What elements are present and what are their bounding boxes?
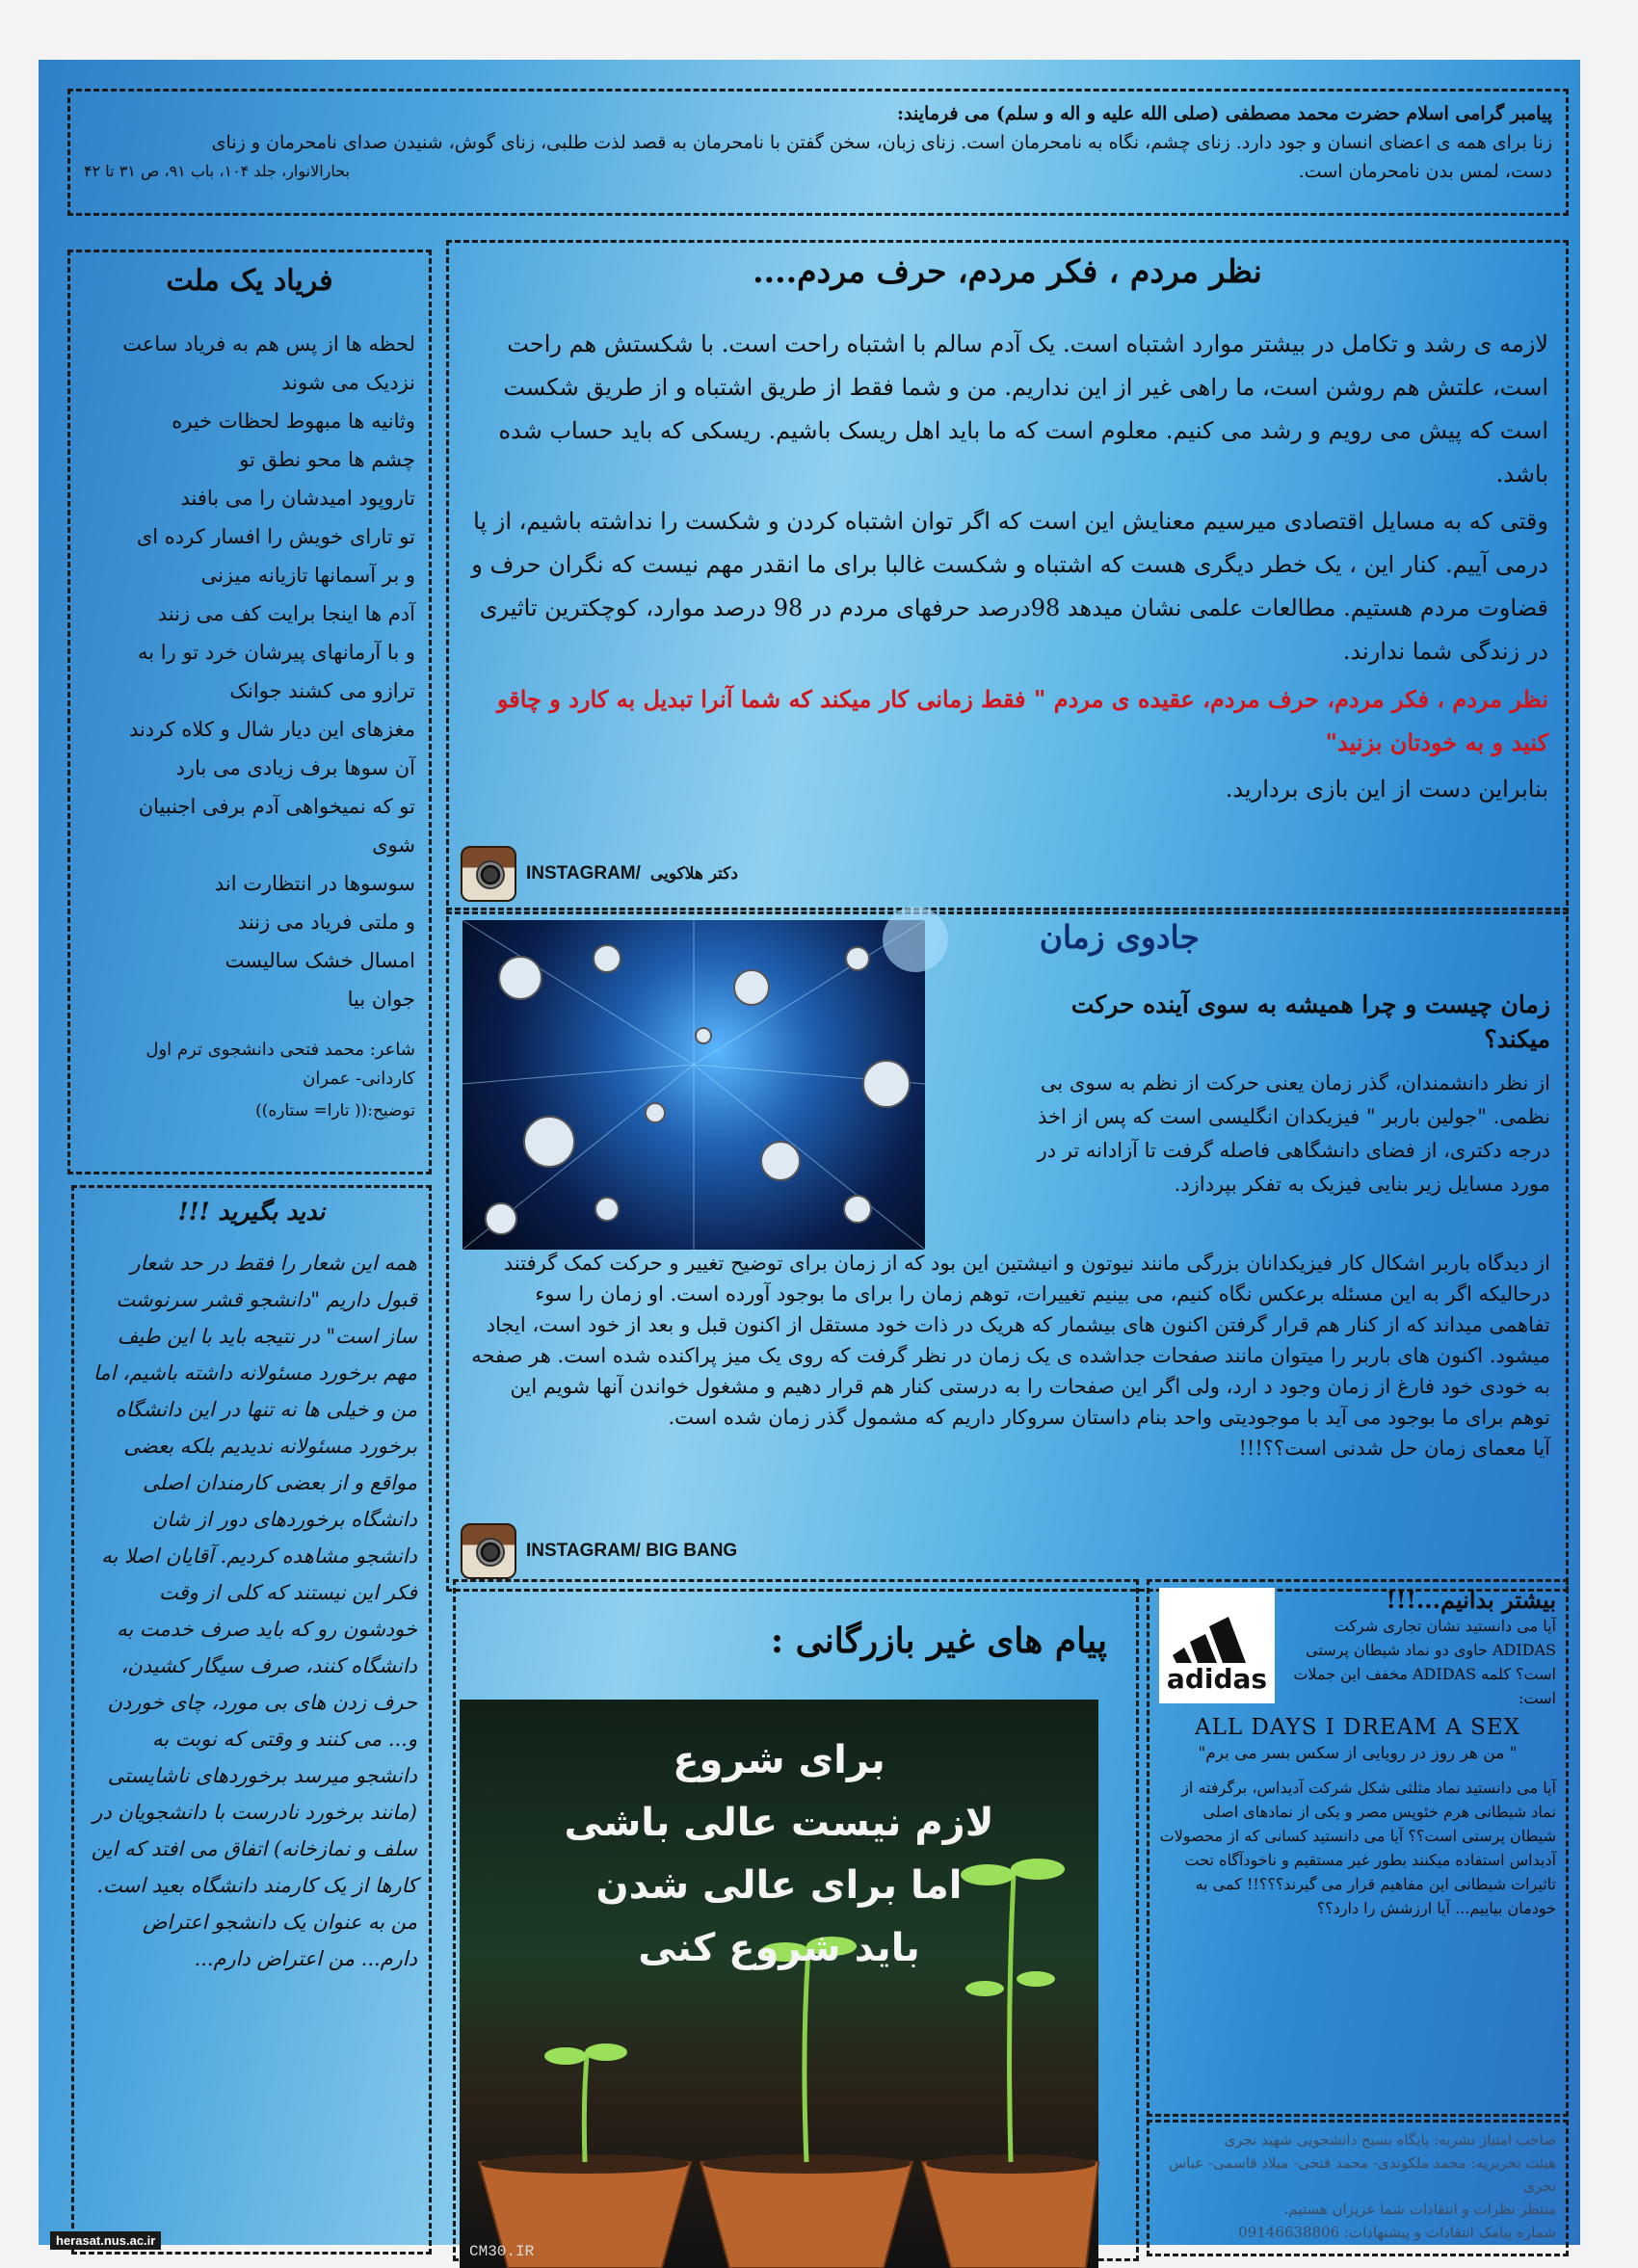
message-line-3: اما برای عالی شدن — [595, 1863, 963, 1908]
image-watermark: CM30.IR — [469, 2243, 535, 2260]
opinion-paragraph-1: لازمه ی رشد و تکامل در بیشتر موارد اشتباه است. یک آدم سالم با اشتباه راحت است. با شکستش هم راحت است، علتش هم روشن است، ما راهی غیر از این نداریم. من و شما فقط از طریق اشتباه و از طریق شکست است که پیش می رویم و رشد می کنیم. معلوم است که ما باید اهل ریسک باشیم. ریسکی که باید حساب شده باشد. — [498, 330, 1548, 488]
credits-line: منتظر نظرات و انتقادات شما عزیزان هستیم. — [1283, 2201, 1556, 2218]
adidas-acronym: ALL DAYS I DREAM A SEX — [1194, 1715, 1521, 1740]
opinion-highlight: نظر مردم ، فکر مردم، حرف مردم، عقیده ی مردم " فقط زمانی کار میکند که شما آنرا تبدیل به کارد و چاقو کنید و به خودتان بزنید" — [496, 685, 1548, 756]
time-ending: آیا معمای زمان حل شدنی است؟؟!!! — [1238, 1437, 1550, 1460]
poem-line: مغزهای این دیار شال و کلاه کردند — [128, 718, 415, 741]
poem-note: توضیح:(( تارا= ستاره)) — [255, 1101, 415, 1121]
poem-line: سوسوها در انتظارت اند — [214, 872, 415, 895]
hadith-box — [67, 89, 1569, 216]
poem-line: شوی — [372, 833, 415, 857]
poem-title: فریاد یک ملت — [166, 264, 333, 298]
clocks-illustration — [462, 920, 925, 1250]
did-you-know-p2: آیا می دانستید نماد مثلثی شکل شرکت آدیداس، برگرفته از نماد شیطانی هرم خئوپس مصر و یکی از نمادهای اصلی شیطان پرستی است؟؟ آیا می دانستید کسانی که از محصولات آدیداس استفاده میکنند بطور غیر مستقیم و ناخودآگاه تحت تاثیرات شیطانی این مفاهیم قرار می گیرند؟؟؟!! کمی به خودمان بیاییم... آیا ارزشش را دارد؟؟ — [1159, 1779, 1556, 1917]
poem-box — [67, 250, 432, 1174]
poem-line: چشم ها محو نطق تو — [239, 448, 415, 471]
poem-line: تو که نمیخواهی آدم برفی اجنبیان — [138, 795, 415, 818]
messages-title: پیام های غیر بازرگانی : — [770, 1621, 1107, 1661]
time-body — [471, 1248, 1550, 1464]
time-body-text: از دیدگاه باربر اشکال کار فیزیکدانان بزرگی مانند نیوتون و انیشتین این بود که از زمان برای توضیح تغییر و حرکت کمک گرفتند درحالیکه اگر به این مسئله برعکس نگاه کنیم، می بینیم تغییرات، توهم زمان را برای ما بوجود آورده است. او زمان را سوء تفاهمی میداند که از کنار هم قرار گرفتن اکنون های بیشمار که هریک در ذات خود مستقل از اکنون قبل و بعد از خود است، ایجاد میشود. اکنون های باربر را میتوان مانند صفحات جداشده ی یک زمان در نظر گرفت که روی یک میز پراکنده شده است. هر صفحه به خودی خود فارغ از زمان وجود د ارد، ولی اگر این صفحات را به درستی کنار هم قرار دهیم و مشغول خواندن آنها شویم این توهم برای ما بوجود می آید با موجودیتی واحد بنام داستان سروکار داریم که مشمول گذر زمان شده است. — [471, 1252, 1550, 1429]
poem-line: آن سوها برف زیادی می بارد — [175, 756, 415, 779]
poem-line: جوان بیا — [347, 988, 415, 1011]
time-title: جادوی زمان — [1039, 918, 1200, 956]
hadith-intro: پیامبر گرامی اسلام حضرت محمد مصطفی (صلی الله علیه و اله و سلم) می فرمایند: — [897, 103, 1552, 124]
time-intro: از نظر دانشمندان، گذر زمان یعنی حرکت از نظم به سوی بی نظمی. "جولین باربر " فیزیکدان انگلیسی است که پس از اخذ درجه دکتری، از فضای دانشگاهی فاصله گرفت تا آزادانه تر در مورد مسایل زیر بنایی فیزیک به تفکر بپردازد. — [1037, 1071, 1550, 1196]
svg-text:adidas: adidas — [1166, 1663, 1268, 1695]
instagram-handle: INSTAGRAM/ BIG BANG — [526, 1541, 738, 1561]
acronym-translation: " من هر روز در رویایی از سکس بسر می برم" — [1198, 1744, 1518, 1763]
poem-line: آدم ها اینجا برایت کف می زنند — [157, 602, 415, 625]
instagram-handle: INSTAGRAM/ — [526, 863, 641, 883]
poem-line: و بر آسمانها تازیانه میزنی — [200, 564, 415, 587]
credits-box — [1147, 2120, 1569, 2256]
did-you-know-p1: آیا می دانستید نشان تجاری شرکت ADIDAS حاوی دو نماد شیطان پرستی است؟ کلمه ADIDAS مخفف این جملات است: — [1293, 1617, 1556, 1707]
site-watermark: herasat.nus.ac.ir — [50, 2231, 161, 2250]
clocks-space-image — [462, 920, 925, 1250]
message-line-4: باید شروع کنی — [638, 1926, 920, 1970]
opinion-title: نظر مردم ، فکر مردم، حرف مردم.... — [753, 252, 1262, 290]
seedlings-illustration — [460, 1700, 1098, 2268]
poem-line: لحظه ها از پس هم به فریاد ساعت — [122, 332, 415, 356]
poem-line: تاروپود امیدشان را می بافند — [180, 487, 415, 510]
opinion-paragraph-2: وقتی که به مسایل اقتصادی میرسیم معنایش این است که اگر توان اشتباه کردن و شکست را نداشته باشیم، از پا درمی آییم. کنار این ، یک خطر دیگری هست که اشتباه و شکست غالبا برای ما انقدر مهم نیست که نگران حرف و قضاوت مردم هستیم. مطالعات علمی نشان میدهد 98درصد حرفهای مردم در 98 درصد موارد، کوچکترین تاثیری در زندگی شما ندارند. — [471, 508, 1548, 665]
adidas-logo-graphic — [1159, 1588, 1275, 1703]
did-you-know-box — [1147, 1579, 1569, 2117]
poem-line: و با آرمانهای پیرشان خرد تو را به — [138, 641, 415, 664]
opinion-author: دکتر هلاکویی — [649, 864, 738, 883]
non-commercial-messages — [453, 1579, 1139, 2261]
time-article — [446, 908, 1569, 1592]
time-instagram-credit — [461, 1523, 737, 1579]
opinion-article — [446, 240, 1569, 914]
credits-line: شماره پیامک انتقادات و پیشنهادات: 09146638806 — [1238, 2224, 1556, 2241]
poem-line: و ملتی فریاد می زنند — [237, 910, 415, 934]
credits-line: هیئت تحریریه: محمد ملکوندی- محمد فتحی- میلاد قاسمی- عباس نجری — [1168, 2154, 1556, 2195]
hadith-text-end: دست، لمس بدن نامحرمان است. — [1298, 161, 1552, 182]
opinion-paragraph-3: بنابراین دست از این بازی بردارید. — [1225, 776, 1548, 803]
adidas-logo — [1159, 1588, 1275, 1703]
time-question: زمان چیست و چرا همیشه به سوی آینده حرکت میکند؟ — [1070, 990, 1550, 1053]
poem-lines — [84, 325, 415, 1018]
poem-line: ترازو می کشند جوانک — [229, 679, 415, 702]
message-line-1: برای شروع — [673, 1738, 885, 1782]
newsletter-page — [39, 60, 1580, 2260]
instagram-icon — [461, 1523, 516, 1579]
credits-line: صاحب امتیاز نشریه: پایگاه بسیج دانشجویی شهید نجری — [1224, 2131, 1556, 2149]
message-line-2: لازم نیست عالی باشی — [564, 1801, 994, 1845]
poem-line: امسال خشک سالیست — [225, 949, 415, 972]
poem-line: نزدیک می شوند — [281, 371, 415, 394]
ignore-it-text: همه این شعار را فقط در حد شعار قبول داریم "دانشجو قشر سرنوشت ساز است" در نتیجه باید با این طیف مهم برخورد مسئولانه داشته باشیم، اما من و خیلی ها نه تنها در این دانشگاه برخورد مسئولانه ندیدیم بلکه بعضی مواقع و از بعضی کارمندان اصلی دانشگاه برخوردهای دور از شان دانشجو مشاهده کردیم. آقایان اصلا به فکر این نیستند که کلی از وقت خودشون رو که باید صرف خدمت به دانشگاه کنند، صرف سیگار کشیدن، حرف زدن های بی مورد، چای خوردن و... می کنند و وقتی که نوبت به دانشجو میرسد برخوردهای ناشایستی (مانند برخورد نادرست با دانشجویان در سلف و نمازخانه) اتفاق می افتد که این کارها از یک کارمند دانشگاه بعید است. من به عنوان یک دانشجو اعتراض دارم... من اعتراض دارم... — [91, 1252, 417, 1970]
poem-line: وثانیه ها مبهوط لحظات خیره — [172, 409, 415, 433]
did-you-know-title: بیشتر بدانیم...!!! — [1386, 1586, 1556, 1614]
hadith-text: زنا برای همه ی اعضای انسان و جود دارد. زنای چشم، نگاه به نامحرمان است. زنای زبان، سخن گفتن با نامحرمان به قصد لذت طلبی، زنای گوش، شنیدن صدای نامحرمان و زنای — [211, 132, 1552, 153]
instagram-icon — [461, 846, 516, 902]
seedlings-image — [460, 1700, 1098, 2268]
hadith-source: بحارالانوار، جلد ۱۰۴، باب ۹۱، ص ۳۱ تا ۴۲ — [84, 162, 351, 180]
poem-author: شاعر: محمد فتحی دانشجوی ترم اول کاردانی- عمران — [145, 1040, 415, 1089]
poem-line: تو تارای خویش را افسار کرده ای — [136, 525, 415, 548]
opinion-instagram-credit — [461, 846, 738, 902]
ignore-it-title: ندید بگیرید !!! — [177, 1198, 326, 1226]
ignore-it-box — [71, 1185, 432, 2255]
